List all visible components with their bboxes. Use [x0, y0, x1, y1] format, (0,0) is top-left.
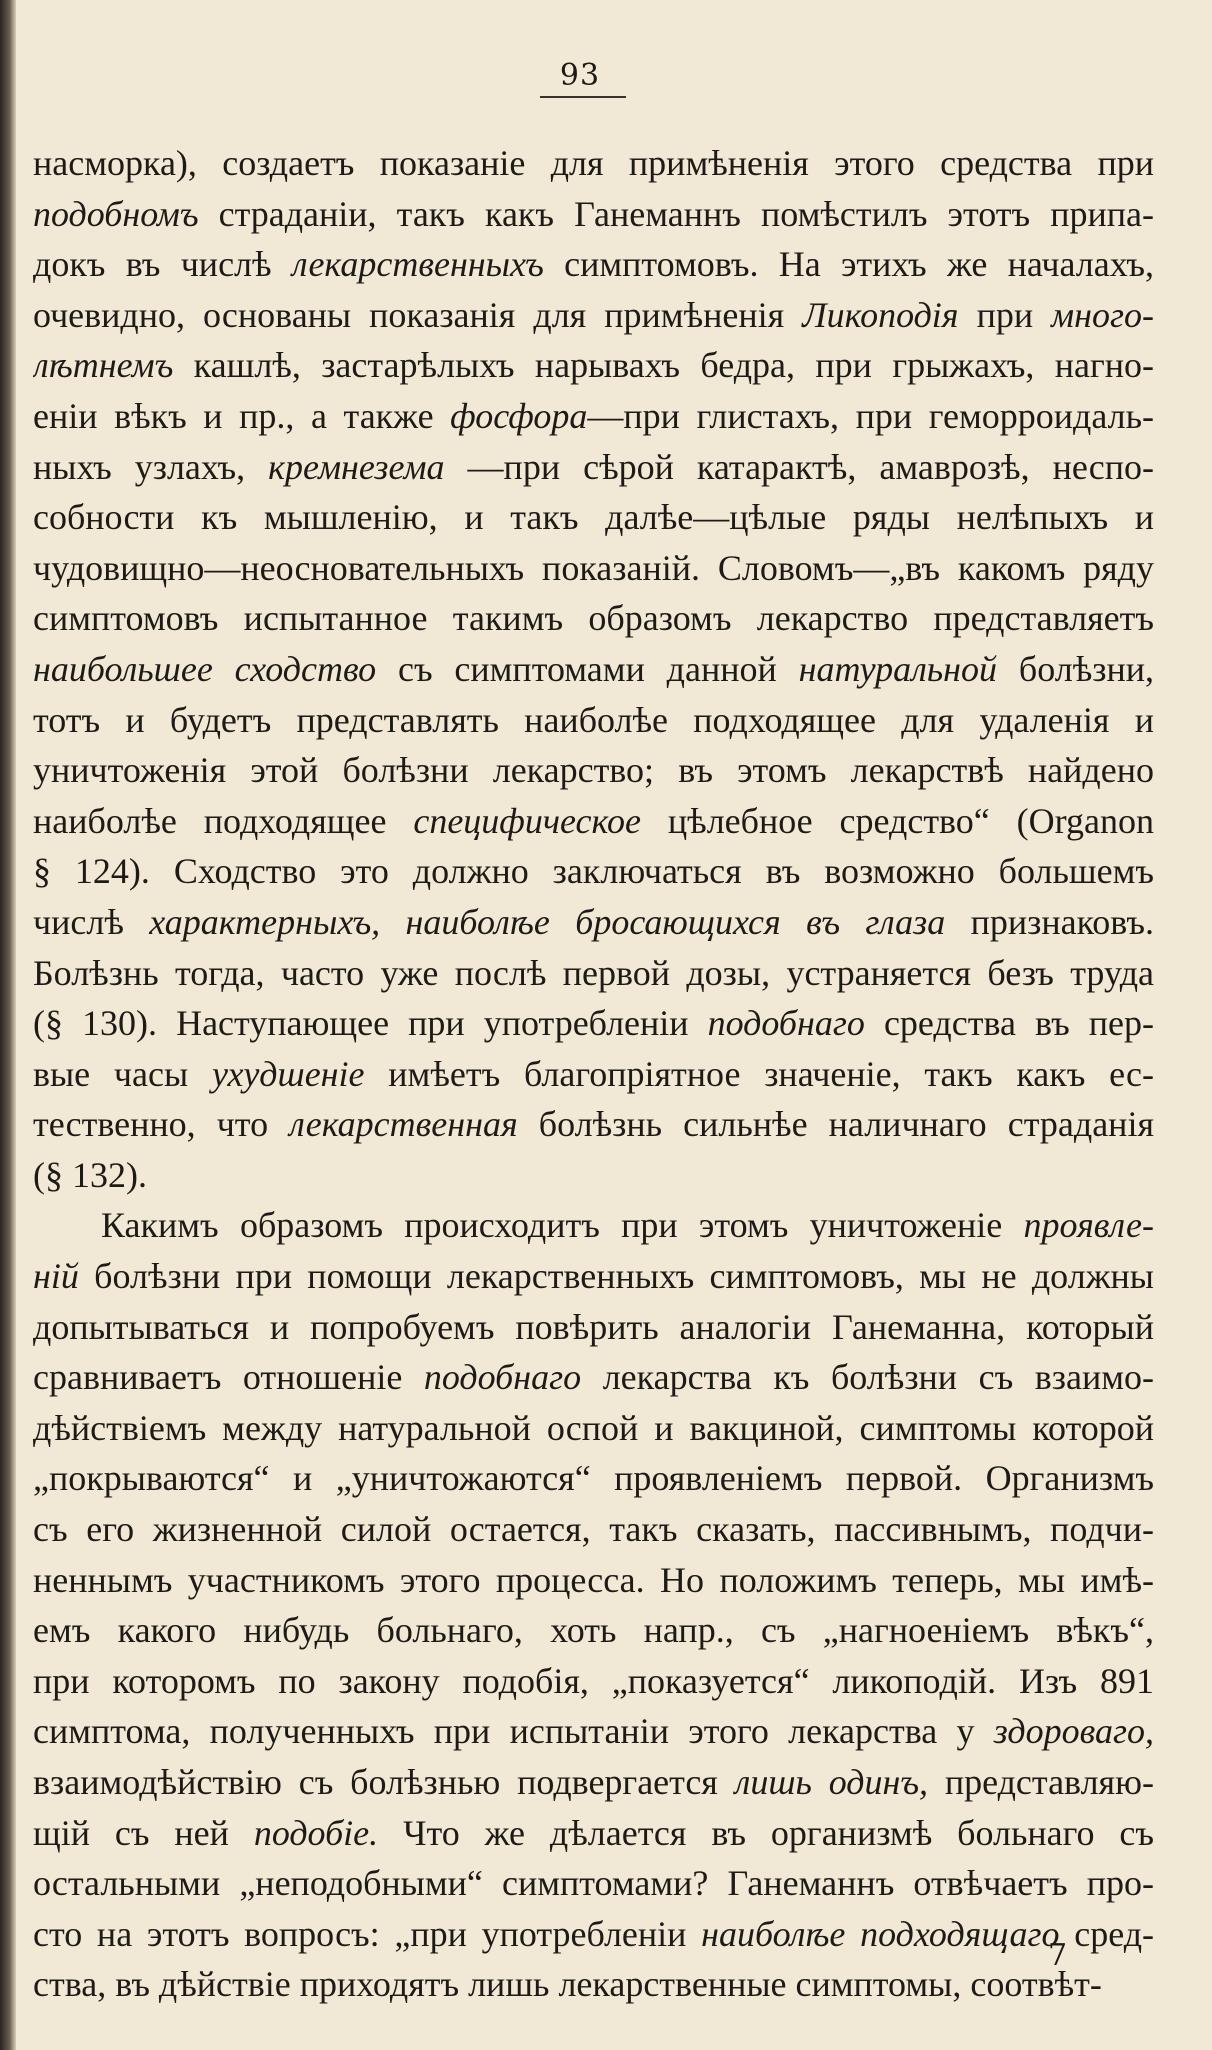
italic-text: Ликоподія	[802, 294, 959, 335]
italic-text: наибольшее сходство	[33, 648, 377, 689]
text-span: взаимодѣйствію съ болѣзнью подвергается	[33, 1762, 735, 1802]
text-span: средства въ пер-	[864, 1003, 1154, 1044]
text-span: (§ 132).	[33, 1154, 147, 1195]
text-line	[33, 1453, 1154, 1504]
italic-text: лишь одинъ,	[734, 1762, 929, 1802]
text-line	[33, 290, 1154, 341]
text-span: имѣетъ благопріятное значеніе, такъ какъ ес-	[364, 1053, 1154, 1094]
text-line	[33, 796, 1154, 847]
text-span: цѣлебное средство“ (Organon	[640, 800, 1154, 841]
text-span: насморка), создаетъ показаніе для примѣненія этого средства при	[33, 143, 1154, 183]
signature-mark: 7	[1048, 1938, 1068, 1973]
italic-text: лѣтнемъ	[33, 345, 174, 386]
text-span: Какимъ образомъ происходитъ при этомъ уничтоженіе	[101, 1205, 1024, 1246]
text-line	[33, 695, 1154, 746]
text-line	[33, 1504, 1154, 1555]
italic-text: ухудшеніе	[211, 1053, 365, 1094]
text-span: съ его жизненной силой остается, такъ сказать, пассивнымъ, подчи-	[33, 1509, 1154, 1550]
text-span: вые часы	[33, 1053, 212, 1094]
text-span: представляю-	[928, 1762, 1154, 1802]
text-line	[33, 1200, 1154, 1251]
text-line	[33, 1757, 1154, 1808]
italic-text: лекарственныхъ	[291, 244, 544, 285]
text-span: остальными „неподобными“ симптомами? Ганеманнъ отвѣчаетъ про-	[33, 1863, 1154, 1904]
text-span: наиболѣе подходящее	[33, 800, 414, 841]
text-line	[33, 492, 1154, 543]
page-number: 93	[559, 58, 601, 93]
text-line	[33, 391, 1154, 442]
book-binding-shadow	[0, 0, 16, 2050]
text-line	[33, 1706, 1154, 1757]
text-span: числѣ	[33, 901, 150, 942]
text-line	[33, 1656, 1154, 1707]
text-span: очевидно, основаны показанія для примѣненія	[33, 294, 803, 335]
text-line	[33, 1909, 1154, 1960]
text-span: допытываться и попробуемъ повѣрить аналогіи Ганеманна, который	[33, 1306, 1154, 1347]
text-line	[33, 1251, 1154, 1302]
italic-text: здороваго,	[993, 1711, 1154, 1752]
italic-text: характерныхъ, наиболѣе бросающихся въ глаза	[149, 901, 946, 942]
text-span: уничтоженія этой болѣзни лекарство; въ этомъ лекарствѣ найдено	[33, 750, 1154, 791]
italic-text: натуральной	[798, 648, 998, 689]
text-span: емъ какого нибудь больнаго, хоть напр., съ „нагноеніемъ вѣкъ“,	[33, 1610, 1154, 1651]
text-span: симптома, полученныхъ при испытаніи этого лекарства у	[33, 1711, 994, 1752]
italic-text: подобнаго	[707, 1003, 865, 1044]
text-line	[33, 897, 1154, 948]
text-line	[33, 1099, 1154, 1150]
text-line	[33, 1150, 1154, 1201]
text-span: дѣйствіемъ между натуральной оспой и вакциной, симптомы которой	[33, 1407, 1154, 1448]
text-line	[33, 1959, 1154, 2010]
text-span: ства, въ дѣйствіе приходятъ лишь лекарственные симптомы, соотвѣт-	[33, 1964, 1102, 2005]
text-line	[33, 1403, 1154, 1454]
text-span: симптомовъ. На этихъ же началахъ,	[543, 244, 1154, 285]
italic-text: ній	[33, 1256, 79, 1297]
text-span: кашлѣ, застарѣлыхъ нарывахъ бедра, при грыжахъ, нагно-	[173, 345, 1154, 386]
text-span: собности къ мышленію, и такъ далѣе—цѣлые ряды нелѣпыхъ и	[33, 497, 1154, 538]
body-text	[33, 138, 1154, 2010]
italic-text: подобнаго	[423, 1357, 582, 1398]
text-line	[33, 189, 1154, 240]
text-span: сто на этотъ вопросъ: „при употребленіи	[33, 1913, 702, 1954]
text-span: Болѣзнь тогда, часто уже послѣ первой дозы, устраняется безъ труда	[33, 952, 1154, 993]
text-span: Что же дѣлается въ организмѣ больнаго съ	[378, 1812, 1154, 1853]
text-span: тественно, что	[33, 1104, 290, 1145]
text-line	[33, 948, 1154, 999]
text-span: съ симптомами данной	[376, 648, 799, 689]
text-span: ныхъ узлахъ,	[33, 446, 269, 487]
italic-text: лекарственная	[289, 1104, 518, 1145]
text-span: признаковъ.	[945, 901, 1154, 942]
text-span: болѣзни при помощи лекарственныхъ симптомовъ, мы не должны	[78, 1256, 1154, 1297]
italic-text: кремнезема	[268, 446, 445, 487]
text-line	[33, 846, 1154, 897]
italic-text: фосфора	[450, 395, 588, 436]
text-span: § 124). Сходство это должно заключаться въ возможно большемъ	[33, 851, 1154, 892]
text-line	[33, 442, 1154, 493]
text-line	[33, 340, 1154, 391]
text-line	[33, 745, 1154, 796]
text-span: —при сѣрой катарактѣ, амаврозѣ, неспо-	[444, 446, 1154, 487]
italic-text: подобномъ	[33, 193, 199, 234]
text-span: при которомъ по закону подобія, „показуется“ ликоподій. Изъ 891	[33, 1660, 1154, 1701]
text-line	[33, 998, 1154, 1049]
text-line	[33, 239, 1154, 290]
text-line	[33, 1555, 1154, 1606]
text-line	[33, 1049, 1154, 1100]
text-span: „покрываются“ и „уничтожаются“ проявленіемъ первой. Организмъ	[33, 1458, 1154, 1499]
text-line	[33, 543, 1154, 594]
text-span: щій съ ней	[33, 1812, 254, 1853]
text-span: еніи вѣкъ и пр., а также	[33, 395, 451, 436]
text-span: чудовищно—неосновательныхъ показаній. Словомъ—„въ какомъ ряду	[33, 547, 1154, 588]
text-line	[33, 593, 1154, 644]
text-span: сред-	[1059, 1913, 1154, 1954]
text-line	[33, 1352, 1154, 1403]
text-span: при	[958, 294, 1052, 335]
italic-text: много-	[1051, 294, 1154, 335]
text-span: —при глистахъ, при геморроидаль-	[587, 395, 1154, 436]
text-span: (§ 130). Наступающее при употребленіи	[33, 1003, 708, 1044]
text-span: тотъ и будетъ представлять наиболѣе подходящее для удаленія и	[33, 699, 1154, 740]
text-span: сравниваетъ отношеніе	[33, 1357, 424, 1398]
text-line	[33, 1858, 1154, 1909]
text-line	[33, 644, 1154, 695]
text-span: болѣзнь сильнѣе наличнаго страданія	[517, 1104, 1154, 1145]
italic-text: проявле-	[1023, 1205, 1154, 1246]
text-line	[33, 1302, 1154, 1353]
text-span: неннымъ участникомъ этого процесса. Но положимъ теперь, мы имѣ-	[33, 1559, 1154, 1600]
text-span: докъ въ числѣ	[33, 244, 292, 285]
text-span: страданіи, такъ какъ Ганеманнъ помѣстилъ этотъ припа-	[198, 193, 1154, 234]
italic-text: подобіе.	[253, 1812, 379, 1853]
text-line	[33, 1808, 1154, 1859]
text-span: болѣзни,	[997, 648, 1154, 689]
text-line	[33, 1605, 1154, 1656]
italic-text: специфическое	[413, 800, 641, 841]
text-span: лекарства къ болѣзни съ взаимо-	[581, 1357, 1154, 1398]
text-line	[33, 138, 1154, 189]
header-rule	[540, 96, 626, 98]
italic-text: наиболѣе подходящаго	[701, 1913, 1060, 1954]
text-span: симптомовъ испытанное такимъ образомъ лекарство представляетъ	[33, 598, 1154, 639]
